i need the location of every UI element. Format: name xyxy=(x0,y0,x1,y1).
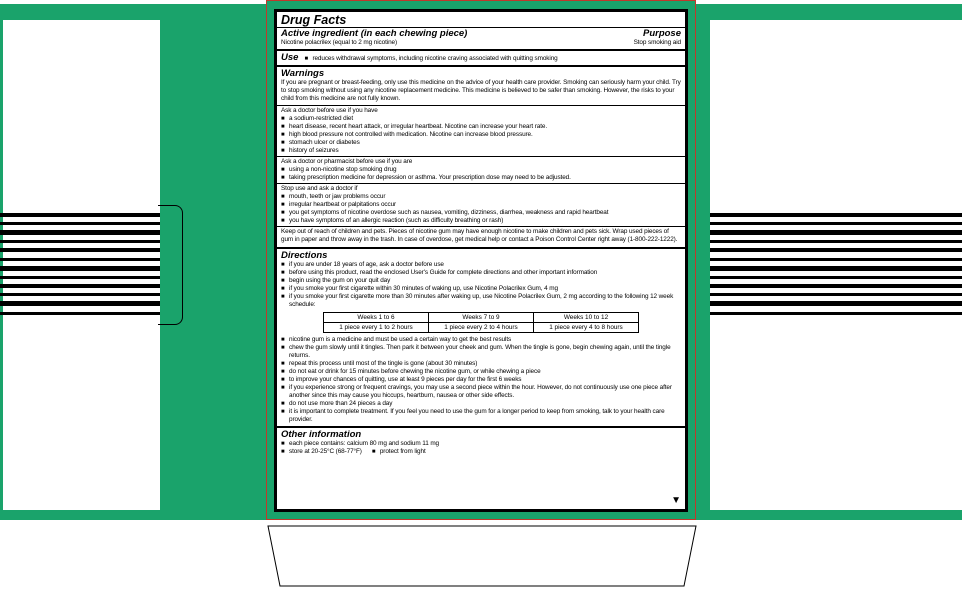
table-row xyxy=(324,323,639,333)
bottom-tuck-flap xyxy=(264,518,700,590)
list-item: ■ you have symptoms of an allergic reaction (such as difficulty breathing or rash) xyxy=(281,217,681,225)
table-row xyxy=(324,313,639,323)
list-item: ■ store at 20-25°C (68-77°F) xyxy=(281,448,362,456)
warnings-section xyxy=(277,67,685,249)
list-item: ■ if you smoke your first cigarette more than 30 minutes after waking up, use Nicotine Polacrilex Gum, 2 mg according to the following 12 week schedule: xyxy=(281,293,681,309)
list-item: ■ protect from light xyxy=(372,448,426,456)
list-item: ■ heart disease, recent heart attack, or irregular heartbeat. Nicotine can increase your heart rate. xyxy=(281,123,681,131)
list-item: ■ repeat this process until most of the tingle is gone (about 30 minutes) xyxy=(281,360,681,368)
list-item: ■ before using this product, read the enclosed User's Guide for complete directions and other important information xyxy=(281,269,681,277)
list-item: ■ if you are under 18 years of age, ask a doctor before use xyxy=(281,261,681,269)
table-header-cell: Weeks 7 to 9 xyxy=(429,313,534,323)
left-flap-window xyxy=(3,20,161,510)
stop-use-heading: Stop use and ask a doctor if xyxy=(281,185,358,192)
list-item: ■ if you smoke your first cigarette within 30 minutes of waking up, use Nicotine Polacrilex Gum, 4 mg xyxy=(281,285,681,293)
active-ingredient-section xyxy=(277,12,685,51)
list-item: ■ to improve your chances of quitting, use at least 9 pieces per day for the first 6 weeks xyxy=(281,376,681,384)
ask-pharmacist-block xyxy=(277,156,685,183)
list-item: ■ history of seizures xyxy=(281,147,681,155)
left-tab-outline xyxy=(158,205,183,325)
keep-out-block xyxy=(277,226,685,245)
table-cell: 1 piece every 4 to 8 hours xyxy=(534,323,639,333)
list-item: ■ if you experience strong or frequent cravings, you may use a second piece within the hour. However, do not continuously use one piece after another since this may cause you hiccups, heartburn, nausea or other side effects. xyxy=(281,384,681,400)
list-item: ■ nicotine gum is a medicine and must be used a certain way to get the best results xyxy=(281,336,681,344)
other-information-heading: Other information xyxy=(281,429,362,440)
list-item: ■ begin using the gum on your quit day xyxy=(281,277,681,285)
list-item: ■ do not eat or drink for 15 minutes before chewing the nicotine gum, or while chewing a piece xyxy=(281,368,681,376)
dosing-schedule-table xyxy=(323,312,639,333)
list-item: ■ stomach ulcer or diabetes xyxy=(281,139,681,147)
list-item: ■ each piece contains: calcium 80 mg and sodium 11 mg xyxy=(281,440,681,448)
list-item: ■ using a non-nicotine stop smoking drug xyxy=(281,166,681,174)
purpose-text: Stop smoking aid xyxy=(633,39,681,46)
keep-out-text: Keep out of reach of children and pets. Pieces of nicotine gum may have enough nicotine to make children and pets sick. Wrap used pieces of gum in paper and throw away in the trash. In case of overdose, get medical help or contact a Poison Control Center right away (1-800-222-1222). xyxy=(281,228,678,243)
warnings-intro: If you are pregnant or breast-feeding, only use this medicine on the advice of your health care provider. Smoking can seriously harm your child. Try to stop smoking without using any nicotine replacement medicine. This medicine is believed to be safer than smoking. However, the risks to your child from this medicine are not fully known. xyxy=(281,79,681,102)
use-section xyxy=(277,51,685,67)
purpose-heading: Purpose xyxy=(642,28,681,39)
ask-pharmacist-heading: Ask a doctor or pharmacist before use if you are xyxy=(281,158,413,165)
directions-section xyxy=(277,249,685,428)
list-item: ■ a sodium-restricted diet xyxy=(281,115,681,123)
down-triangle-icon: ▼ xyxy=(671,495,681,506)
list-item: ■ you get symptoms of nicotine overdose such as nausea, vomiting, dizziness, diarrhea, weakness and rapid heartbeat xyxy=(281,209,681,217)
list-item: ■ chew the gum slowly until it tingles. Then park it between your cheek and gum. When the tingle is gone, begin chewing again, until the tingle returns. xyxy=(281,344,681,360)
table-header-cell: Weeks 1 to 6 xyxy=(324,313,429,323)
list-item: ■ do not use more than 24 pieces a day xyxy=(281,400,681,408)
list-item: ■ mouth, teeth or jaw problems occur xyxy=(281,193,681,201)
right-flap-window xyxy=(710,20,962,510)
warnings-heading: Warnings xyxy=(281,68,325,79)
list-item: ■ high blood pressure not controlled with medication. Nicotine can increase blood pressure. xyxy=(281,131,681,139)
use-text: ■ reduces withdrawal symptoms, including nicotine craving associated with quitting smoking xyxy=(304,55,557,63)
active-ingredient-text: Nicotine polacrilex (equal to 2 mg nicotine) xyxy=(281,39,398,46)
table-cell: 1 piece every 1 to 2 hours xyxy=(324,323,429,333)
table-header-cell: Weeks 10 to 12 xyxy=(534,313,639,323)
list-item: ■ irregular heartbeat or palpitations occur xyxy=(281,201,681,209)
use-heading: Use xyxy=(281,52,299,63)
stop-use-block xyxy=(277,183,685,226)
list-item: ■ it is important to complete treatment. If you feel you need to use the gum for a longer period to keep from smoking, talk to your health care provider. xyxy=(281,408,681,424)
active-ingredient-heading: Active ingredient (in each chewing piece) xyxy=(281,28,468,39)
directions-heading: Directions xyxy=(281,250,328,261)
other-information-section xyxy=(277,428,685,458)
drug-facts-title: Drug Facts xyxy=(281,13,347,27)
list-item: ■ taking prescription medicine for depression or asthma. Your prescription dose may need to be adjusted. xyxy=(281,174,681,182)
ask-doctor-block xyxy=(277,105,685,156)
ask-doctor-heading: Ask a doctor before use if you have xyxy=(281,107,378,114)
drug-facts-box xyxy=(274,9,688,512)
table-cell: 1 piece every 2 to 4 hours xyxy=(429,323,534,333)
